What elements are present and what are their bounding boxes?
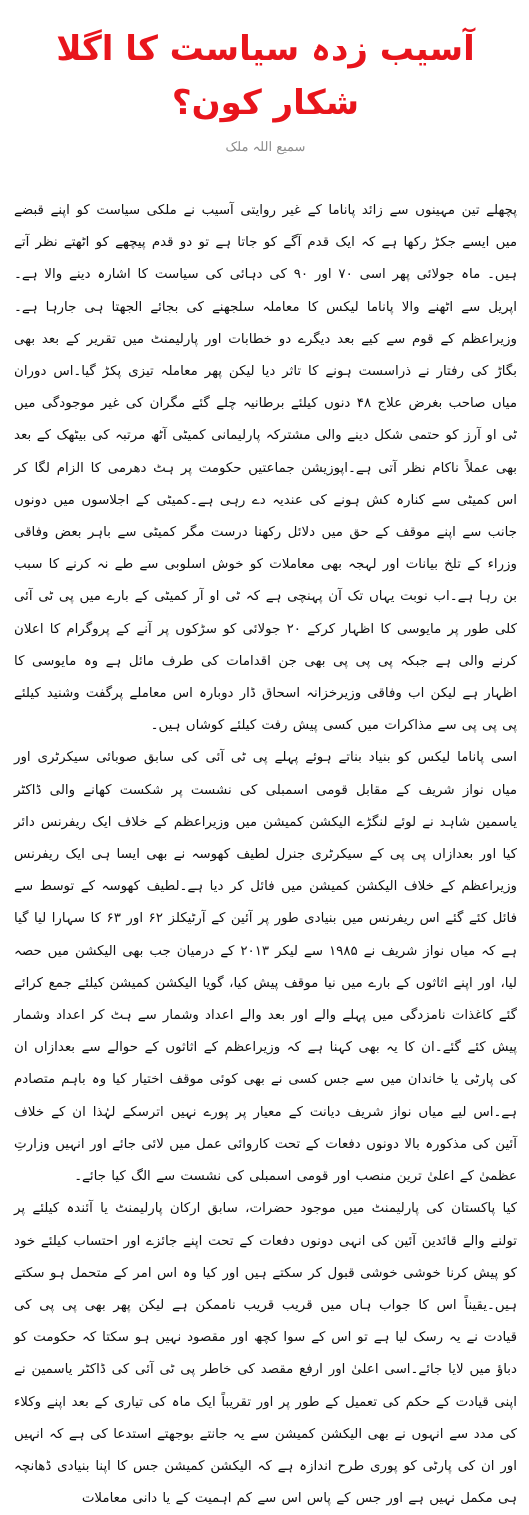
paragraph: پچھلے تین مہینوں سے زائد پاناما کے غیر روایتی آسیب نے ملکی سیاست کو اپنے قبضے میں ایسے جکڑ رکھا ہے کہ ایک قدم آگے کو جاتا ہے تو دو قدم پیچھے کو اٹھتے نظر آتے ہیں۔ ماہ جولائی پھر اسی ۷۰ اور ۹۰ کی دہائی کی سیاست کا اشارہ دینے والا ہے۔اپریل سے اٹھنے والا پاناما لیکس کا معاملہ سلجھنے کی بجائے الجھتا ہی جارہا ہے۔وزیراعظم کے قوم سے کیے بعد دیگرے دو خطابات اور پارلیمنٹ میں تقریر کے بعد بھی بگاڑ کی رفتار نے ذراسست ہونے کا تاثر دیا لیکن پھر معاملہ تیزی پکڑ گیا۔اس دوران میاں صاحب بغرض علاج ۴۸ دنوں کیلئے برطانیہ چلے گئے مگران کی غیر موجودگی میں ٹی او آرز کو حتمی شکل دینے والی مشترکہ پارلیمانی کمیٹی آٹھ مرتبہ کی بیٹھک کے بعد بھی عملاً ناکام نظر آتی ہے۔اپوزیشن جماعتیں حکومت پر ہٹ دھرمی کا الزام لگا کر اس کمیٹی سے کنارہ کش ہونے کی عندیہ دے رہی ہے۔کمیٹی کے اجلاسوں میں دونوں جانب سے اپنے موقف کے حق میں دلائل رکھنا درست مگر کمیٹی سے باہر بعض وفاقی وزراء کے تلخ بیانات اور لہجہ بھی معاملات کو خوش اسلوبی سے طے نہ کرنے کا سبب بن رہا ہے۔اب نوبت یہاں تک آن پہنچی ہے کہ ٹی او آر کمیٹی کے بارے میں پی ٹی آئی کلی طور پر مایوسی کا اظہار کرکے ۲۰ جولائی کو سڑکوں پر آنے کے پروگرام کا اعلان کرنے والی ہے جبکہ پی پی پی بھی جن اقدامات کی طرف مائل ہے وہ مایوسی کا اظہار ہے لیکن اب وفاقی وزیرخزانہ اسحاق ڈار دوبارہ اس معاملے پرگفت وشنید کیلئے پی پی پی سے مذاکرات میں کسی پیش رفت کیلئے کوشاں ہیں۔: [14, 203, 518, 734]
paragraph: کیا پاکستان کی پارلیمنٹ میں موجود حضرات، سابق ارکان پارلیمنٹ یا آئندہ کیلئے پر تولنے والے قائدین آئین کی انہی دونوں دفعات کے تحت اپنے جائزے اور احتساب کیلئے خود کو پیش کرنا خوشی خوشی قبول کر سکتے ہیں اور کیا وہ اس امر کے متحمل ہو سکتے ہیں۔یقیناً اس کا جواب ہاں میں قریب قریب ناممکن ہے لیکن پھر بھی پی پی کی قیادت نے یہ رسک لیا ہے تو اس کے سوا کچھ اور مقصود نہیں ہو سکتا کہ حکومت کو دباؤ میں لایا جائے۔اسی اعلیٰ اور ارفع مقصد کی خاطر پی ٹی آئی کی ڈاکٹر یاسمین نے اپنی قیادت کے حکم کی تعمیل کے طور پر اور تقریباً ایک ماہ کی تیاری کے بعد اپنے وکلاء کی مدد سے انہوں نے بھی الیکشن کمیشن سے یہ جانتے بوجھتے استدعا کی ہے کہ انہیں اور ان کی پارٹی کو پوری طرح اندازہ ہے کہ الیکشن کمیشن جس کا اپنا بنیادی ڈھانچہ ہی مکمل نہیں ہے اور جس کے پاس اس سے کم اہمیت کے یا دانی معاملات: [14, 1201, 517, 1507]
article-body: [14, 195, 517, 1515]
headline: آسیب زدہ سیاست کا اگلا شکار کون؟: [56, 29, 475, 123]
paragraph: اسی پاناما لیکس کو بنیاد بناتے ہوئے پہلے پی ٹی آئی کی سابق صوبائی سیکرٹری اور میاں نواز شریف کے مقابل قومی اسمبلی کی نشست پر شکست کھانے والی ڈاکٹر یاسمین شاہد نے لوئے لنگڑے الیکشن کمیشن میں وزیراعظم کے خلاف ایک ریفرنس دائر کیا اور بعدازاں پی پی کے سیکرٹری جنرل لطیف کھوسہ نے بھی ایسا ہی ایک ریفرنس وزیراعظم کے خلاف الیکشن کمیشن میں فائل کر دیا ہے۔لطیف کھوسہ کے توسط سے فائل کئے گئے اس ریفرنس میں بنیادی طور پر آئین کے آرٹیکلز ۶۲ اور ۶۳ کا سہارا لیا گیا ہے کہ میاں نواز شریف نے ۱۹۸۵ سے لیکر ۲۰۱۳ کے درمیان جب بھی الیکشن میں حصہ لیا، اور اپنے اثاثوں کے بارے میں نیا موقف پیش کیا، گویا الیکشن کمیشن کیلئے جمع کرائے گئے کاغذات نامزدگی میں پہلے والے اور بعد والے اعداد وشمار سے ہٹ کر اعداد وشمار پیش کئے گئے۔ان کا یہ بھی کہنا ہے کہ وزیراعظم کے اثاثوں کے حوالے سے بعدازاں ان کی پارٹی یا خاندان میں سے جس کسی نے بھی کوئی موقف اختیار کیا وہ باہم متصادم ہے۔اس لیے میاں نواز شریف دیانت کے معیار پر پورے نہیں اترسکے لہٰذا ان کے خلاف آئین کی مذکورہ بالا دونوں دفعات کے تحت کاروائی عمل میں لائی جائے اور انہیں وزارتِ عظمیٰ کے اعلیٰ ترین منصب اور قومی اسمبلی کی نشست سے الگ کیا جائے۔: [14, 750, 518, 1185]
author-byline: سمیع اللہ ملک: [225, 140, 306, 155]
